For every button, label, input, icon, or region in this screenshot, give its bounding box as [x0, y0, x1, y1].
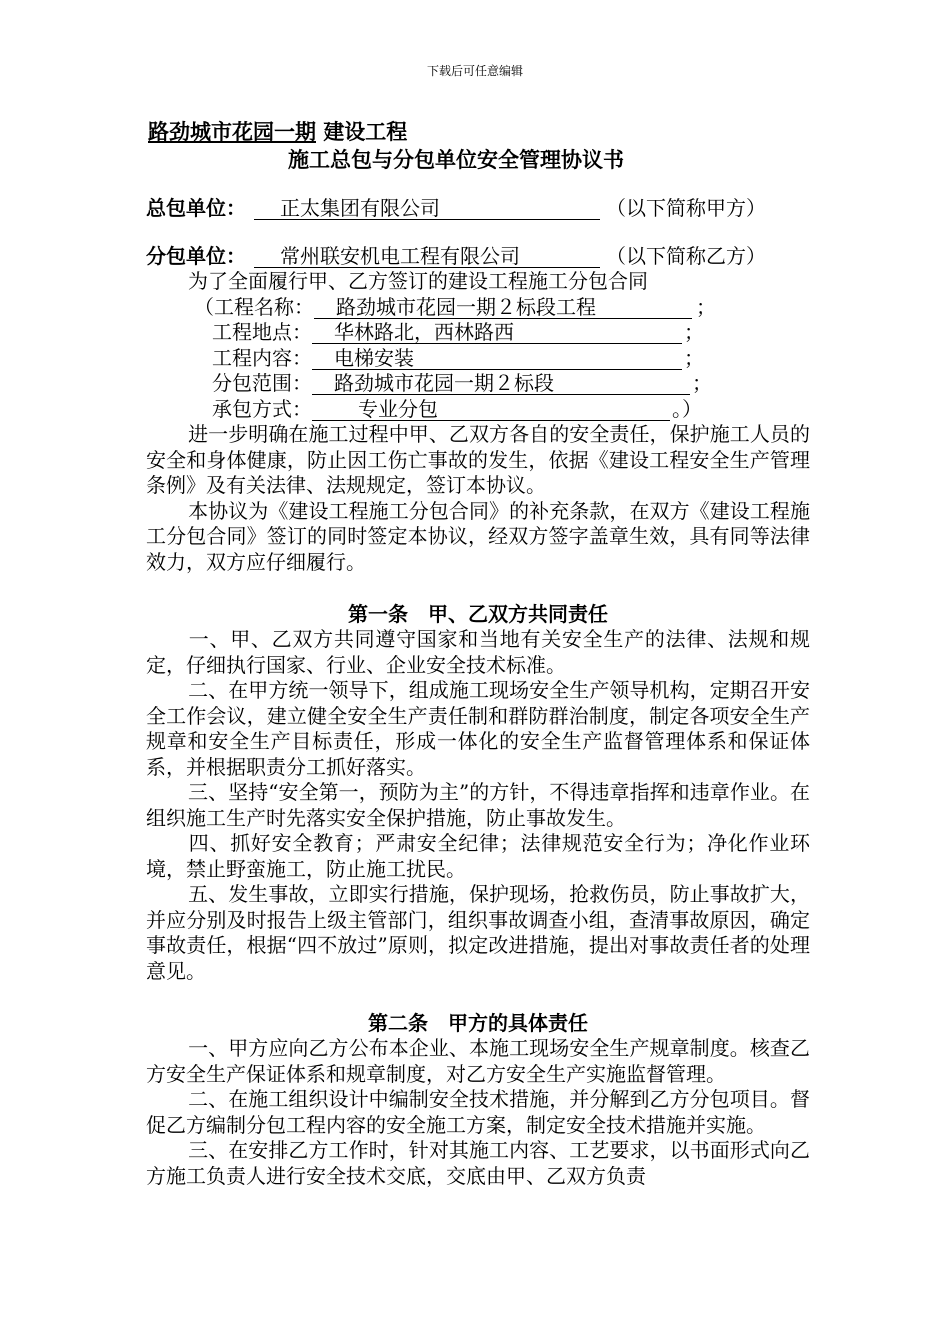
- general-contractor-suffix: （以下简称甲方）: [606, 196, 766, 220]
- sub-contractor-value: 常州联安机电工程有限公司: [254, 245, 600, 268]
- project-location-row: [146, 320, 810, 346]
- contract-mode-end: 。）: [672, 396, 702, 421]
- article-1-item-text: 二、在甲方统一领导下，组成施工现场安全生产领导机构，定期召开安全工作会议，建立健全安全生产责任制和群防群治制度，制定各项安全生产规章和安全生产目标责任，形成一体化的安全生产监督管理体系和保证体系，并根据职责分工抓好落实。: [146, 678, 810, 779]
- project-content-label: 工程内容：: [212, 345, 312, 370]
- document-title-line2: 施工总包与分包单位安全管理协议书: [288, 147, 624, 172]
- contract-mode-label: 承包方式：: [212, 396, 312, 421]
- project-content-end: ；: [684, 345, 704, 370]
- article-1-item-text: 三、坚持“安全第一，预防为主”的方针，不得违章指挥和违章作业。在组织施工生产时先落实安全保护措施，防止事故发生。: [146, 780, 810, 830]
- general-contractor-value: 正太集团有限公司: [254, 197, 600, 220]
- article-2-item-text: 二、在施工组织设计中编制安全技术措施，并分解到乙方分包项目。督促乙方编制分包工程内容的安全施工方案，制定安全技术措施并实施。: [146, 1087, 810, 1137]
- article-2-item-text: 一、甲方应向乙方公布本企业、本施工现场安全生产规章制度。核查乙方安全生产保证体系和规章制度，对乙方安全生产实施监督管理。: [146, 1036, 810, 1086]
- article-1-item: [146, 780, 810, 831]
- subcontract-scope-label: 分包范围：: [212, 371, 312, 395]
- article-2-item: [146, 1138, 810, 1189]
- sub-contractor-suffix: （以下简称乙方）: [606, 243, 766, 268]
- article-1-item: [146, 831, 810, 882]
- project-content-value: 电梯安装: [312, 347, 682, 370]
- article-2-item: [146, 1036, 810, 1087]
- subcontract-scope-end: ；: [692, 371, 712, 395]
- article-1-item: [146, 627, 810, 678]
- sub-contractor-row: [146, 244, 810, 270]
- project-name-title: 路劲城市花园一期: [148, 119, 316, 144]
- project-name-label: （工程名称：: [194, 294, 314, 319]
- general-contractor-row: [146, 196, 810, 222]
- article-2-item-text: 三、在安排乙方工作时，针对其施工内容、工艺要求，以书面形式向乙方施工负责人进行安全技术交底，交底由甲、乙双方负责: [146, 1138, 810, 1188]
- article-1-item: [146, 882, 810, 984]
- contract-mode-value: 专业分包: [312, 398, 670, 421]
- intro-paragraph-1: [146, 422, 810, 499]
- project-name-row: [146, 295, 810, 321]
- intro-line: 为了全面履行甲、乙方签订的建设工程施工分包合同: [188, 269, 648, 293]
- article-1-item-text: 五、发生事故，立即实行措施，保护现场，抢救伤员，防止事故扩大，并应分别及时报告上级主管部门，组织事故调查小组，查清事故原因，确定事故责任，根据“四不放过”原则，拟定改进措施，提出对事故责任者的处理意见。: [146, 882, 810, 983]
- project-name-end: ；: [696, 294, 716, 319]
- project-location-label: 工程地点：: [212, 320, 312, 344]
- article-1-item: [146, 678, 810, 780]
- sub-contractor-label: 分包单位：: [146, 243, 246, 268]
- project-name-value: 路劲城市花园一期２标段工程: [314, 296, 692, 319]
- subcontract-scope-value: 路劲城市花园一期２标段: [312, 372, 690, 395]
- intro-paragraph-2: [146, 499, 810, 576]
- contract-mode-row: [146, 397, 810, 423]
- page-header: 下载后可任意编辑: [426, 64, 523, 78]
- article-2-item: [146, 1087, 810, 1138]
- subcontract-scope-row: [146, 371, 810, 397]
- general-contractor-label: 总包单位：: [146, 196, 246, 220]
- project-location-value: 华林路北，西林路西: [312, 321, 682, 344]
- project-content-row: [146, 346, 810, 372]
- article-2-title: 第二条 甲方的具体责任: [368, 1011, 588, 1035]
- title-suffix: 建设工程: [323, 119, 408, 144]
- article-1-title: 第一条 甲、乙双方共同责任: [348, 602, 608, 626]
- article-1-item-text: 一、甲、乙双方共同遵守国家和当地有关安全生产的法律、法规和规定，仔细执行国家、行业、企业安全技术标准。: [146, 627, 810, 677]
- intro-paragraph-1-text: 进一步明确在施工过程中甲、乙双方各自的安全责任，保护施工人员的安全和身体健康，防止因工伤亡事故的发生，依据《建设工程安全生产管理条例》及有关法律、法规规定，签订本协议。: [146, 422, 810, 497]
- project-location-end: ；: [684, 320, 704, 344]
- document-body: [146, 118, 810, 1189]
- document-title-line1: [148, 118, 810, 146]
- article-1-item-text: 四、抓好安全教育；严肃安全纪律；法律规范安全行为；净化作业环境，禁止野蛮施工，防止施工扰民。: [146, 831, 810, 881]
- intro-paragraph-2-text: 本协议为《建设工程施工分包合同》的补充条款，在双方《建设工程施工分包合同》签订的同时签定本协议，经双方签字盖章生效，具有同等法律效力，双方应仔细履行。: [146, 498, 810, 574]
